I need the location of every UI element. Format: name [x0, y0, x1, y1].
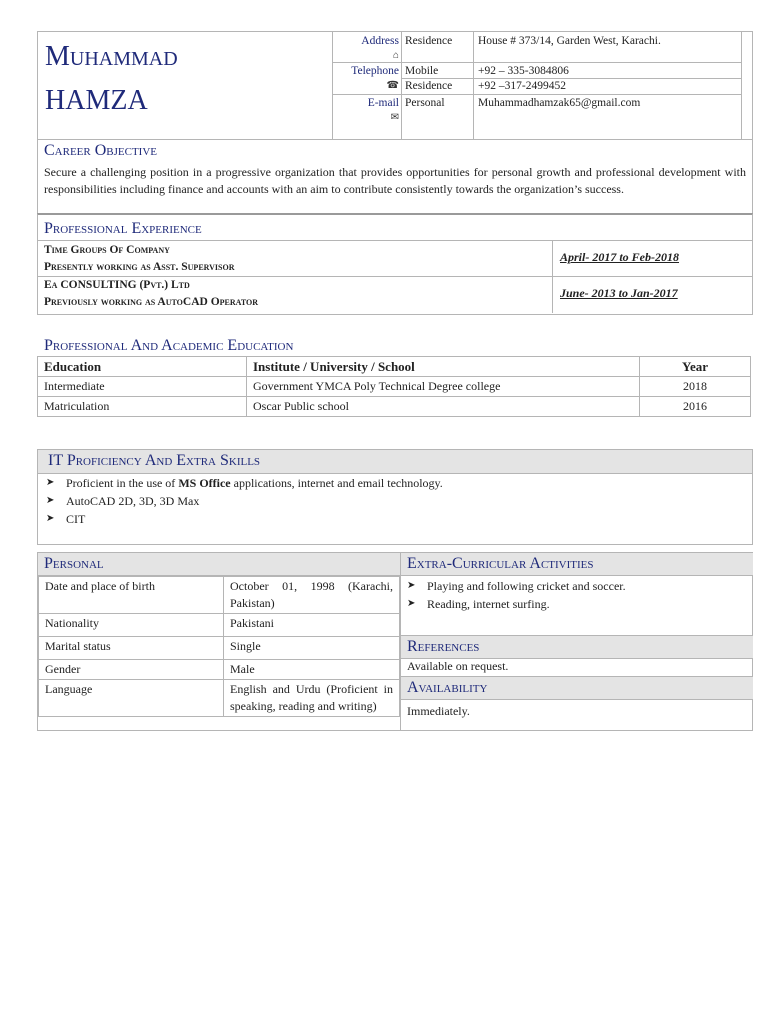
experience-row [38, 240, 752, 277]
email-type: Personal [405, 97, 445, 109]
arrow-bullet-icon: ➤ [407, 598, 416, 609]
phone-icon: ☎ [386, 80, 399, 91]
extra-activities-list [401, 577, 626, 613]
personal-value: English and Urdu (Proficient in speaking, reading and writing) [224, 680, 400, 717]
experience-section [37, 213, 753, 315]
year-col-header: Year [640, 357, 751, 377]
personal-key: Marital status [39, 637, 224, 660]
mobile-value: +92 – 335-3084806 [478, 65, 569, 77]
education-col-header: Education [38, 357, 247, 377]
contact-row-telephone [333, 62, 741, 95]
extra-column [400, 553, 753, 730]
career-objective-title: Career Objective [44, 142, 158, 159]
institute-cell: Government YMCA Poly Technical Degree college [247, 377, 640, 397]
table-row [39, 660, 400, 680]
address-type: Residence [405, 35, 453, 47]
education-table [37, 356, 751, 417]
extra-header [401, 553, 753, 576]
career-objective-section [37, 138, 753, 214]
personal-title: Personal [44, 555, 104, 572]
table-row [39, 637, 400, 660]
arrow-bullet-icon: ➤ [407, 580, 416, 591]
list-item: ➤ CIT [46, 512, 86, 526]
job-company: Ea CONSULTING (Pvt.) Ltd [44, 279, 190, 291]
table-row [39, 680, 400, 717]
it-proficiency-header [38, 450, 752, 474]
job-role: Presently working as Asst. Supervisor [44, 261, 235, 273]
residence-phone-value: +92 –317-2499452 [478, 80, 566, 92]
contact-row-email [333, 94, 741, 139]
experience-row [38, 276, 752, 313]
first-name: Muhammad [45, 41, 178, 72]
personal-value: Single [224, 637, 400, 660]
mobile-type: Mobile [405, 65, 439, 77]
email-value[interactable]: Muhammadhamzak65@gmail.com [478, 97, 641, 109]
arrow-bullet-icon: ➤ [46, 495, 55, 506]
personal-table [38, 576, 400, 717]
job-dates: April- 2017 to Feb-2018 [560, 250, 679, 264]
references-header [401, 635, 753, 659]
education-header-row [38, 357, 751, 377]
experience-title: Professional Experience [44, 220, 202, 237]
table-row [38, 377, 751, 397]
it-proficiency-section [37, 449, 753, 545]
arrow-bullet-icon: ➤ [46, 477, 55, 488]
personal-key: Date and place of birth [39, 577, 224, 614]
year-cell: 2018 [640, 377, 751, 397]
personal-key: Nationality [39, 614, 224, 637]
resume-header [37, 31, 753, 140]
references-text: Available on request. [407, 659, 509, 673]
personal-header [38, 553, 400, 576]
table-row [39, 577, 400, 614]
personal-key: Language [39, 680, 224, 717]
personal-value: Pakistani [224, 614, 400, 637]
job-company: Time Groups Of Company [44, 244, 170, 256]
availability-header [401, 676, 753, 700]
list-item: ➤ Reading, internet surfing. [407, 597, 550, 611]
availability-text: Immediately. [407, 704, 470, 718]
education-cell: Intermediate [38, 377, 247, 397]
education-title: Professional And Academic Education [44, 337, 294, 354]
institute-cell: Oscar Public school [247, 397, 640, 417]
personal-extra-section [37, 552, 753, 731]
list-item: ➤ Proficient in the use of MS Office applications, internet and email technology. [46, 476, 443, 490]
extra-title: Extra-Curricular Activities [407, 555, 594, 572]
home-icon: ⌂ [392, 50, 399, 61]
job-role: Previously working as AutoCAD Operator [44, 296, 259, 308]
year-cell: 2016 [640, 397, 751, 417]
last-name: HAMZA [45, 85, 148, 116]
email-label: E-mail [367, 97, 399, 109]
career-objective-text: Secure a challenging position in a progressive organization that provides opportunities for personal growth and professional development with responsibilities including finance and accounts with an aim to contribute consistently towards the organization’s success. [44, 165, 746, 196]
telephone-label: Telephone [351, 65, 399, 77]
mail-icon: ✉ [390, 112, 399, 123]
it-skills-list [38, 474, 443, 528]
personal-key: Gender [39, 660, 224, 680]
arrow-bullet-icon: ➤ [46, 513, 55, 524]
institute-col-header: Institute / University / School [247, 357, 640, 377]
contact-table [332, 32, 742, 139]
personal-value: October 01, 1998 (Karachi, Pakistan) [224, 577, 400, 614]
address-label: Address [361, 35, 399, 47]
contact-row-address [333, 32, 741, 63]
personal-value: Male [224, 660, 400, 680]
job-dates: June- 2013 to Jan-2017 [560, 286, 678, 300]
list-item: ➤ Playing and following cricket and soccer. [407, 579, 626, 593]
it-proficiency-title: IT Proficiency And Extra Skills [48, 452, 261, 469]
table-row [39, 614, 400, 637]
table-row [38, 397, 751, 417]
list-item: ➤ AutoCAD 2D, 3D, 3D Max [46, 494, 200, 508]
references-title: References [407, 638, 480, 655]
residence-phone-type: Residence [405, 80, 453, 92]
education-cell: Matriculation [38, 397, 247, 417]
availability-title: Availability [407, 679, 488, 696]
address-value: House # 373/14, Garden West, Karachi. [478, 35, 661, 47]
